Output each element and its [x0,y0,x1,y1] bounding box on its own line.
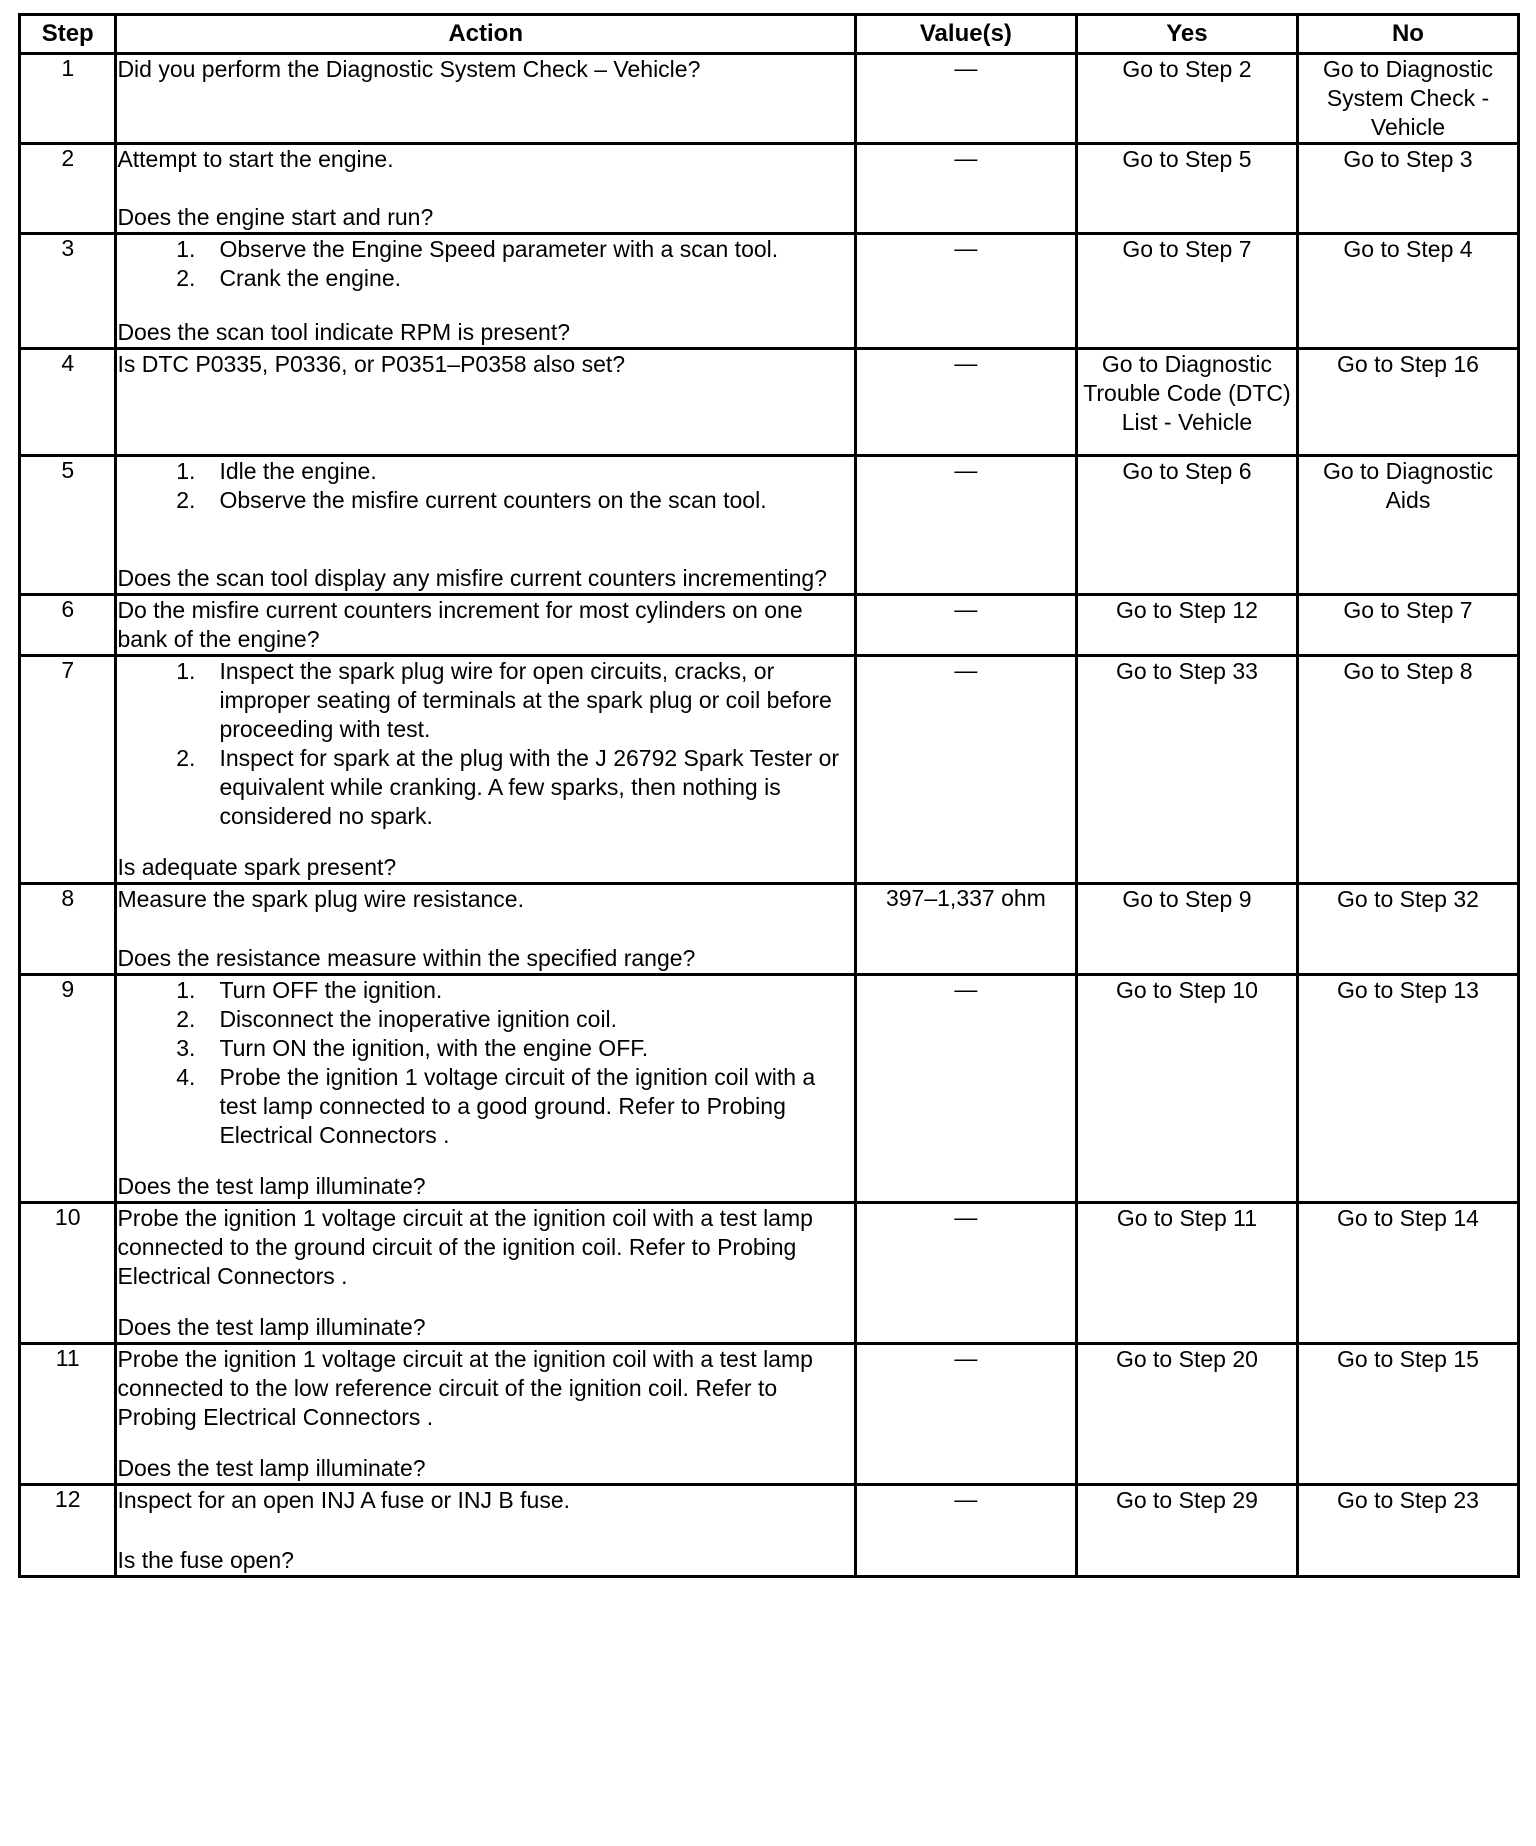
list-item [117,1063,853,1150]
list-item [117,1034,853,1063]
table-row [20,144,1519,234]
yes-cell: Go to Step 6 [1076,456,1297,595]
action-text: Attempt to start the engine. [117,146,394,172]
step-number: 11 [20,1344,116,1485]
action-cell [116,456,855,595]
action-question: Is adequate spark present? [117,854,397,880]
list-item [117,235,853,264]
action-content [117,457,853,593]
action-text: Is DTC P0335, P0336, or P0351–P0358 also set? [117,351,626,377]
no-cell: Go to Step 8 [1297,656,1518,884]
action-content [117,55,853,142]
list-number: 3. [176,1035,196,1061]
list-text: Observe the misfire current counters on the scan tool. [219,487,767,513]
list-text: Disconnect the inoperative ignition coil. [219,1006,618,1032]
action-content [117,1486,853,1575]
action-instructions [117,145,853,174]
action-content [117,235,853,347]
list-number: 1. [176,458,196,484]
list-text: Idle the engine. [219,458,377,484]
no-cell: Go to Step 3 [1297,144,1518,234]
action-instructions [117,885,853,914]
no-cell: Go to Step 4 [1297,234,1518,349]
list-number: 2. [176,1006,196,1032]
list-item [117,976,853,1005]
step-number: 1 [20,54,116,144]
action-text: Do the misfire current counters increment for most cylinders on one bank of the engine? [117,597,803,652]
list-number: 1. [176,977,196,1003]
table-row [20,1344,1519,1485]
value-cell: — [855,234,1076,349]
action-content [117,657,853,882]
action-cell [116,1485,855,1577]
diagnostic-table [18,13,1520,1578]
action-text: Probe the ignition 1 voltage circuit at the ignition coil with a test lamp connected to the ground circuit of the ignition coil. Refer to Probing Electrical Connectors . [117,1205,813,1289]
value-cell: — [855,144,1076,234]
step-number: 4 [20,349,116,456]
action-instructions [117,1204,853,1291]
table-row [20,884,1519,975]
action-instructions [117,596,853,654]
header-values: Value(s) [855,15,1076,54]
yes-cell: Go to Step 29 [1076,1485,1297,1577]
table-row [20,1203,1519,1344]
action-cell [116,144,855,234]
action-question: Does the test lamp illuminate? [117,1314,426,1340]
step-number: 3 [20,234,116,349]
action-instructions [117,976,853,1150]
step-number: 12 [20,1485,116,1577]
action-cell [116,975,855,1203]
action-list [117,457,853,515]
action-question: Does the test lamp illuminate? [117,1173,426,1199]
yes-cell: Go to Step 7 [1076,234,1297,349]
table-row [20,975,1519,1203]
action-question: Does the scan tool display any misfire current counters incrementing? [117,565,827,591]
step-number: 10 [20,1203,116,1344]
list-item [117,264,853,293]
action-content [117,976,853,1201]
list-text: Turn ON the ignition, with the engine OFF. [219,1035,649,1061]
list-number: 2. [176,745,196,771]
list-text: Observe the Engine Speed parameter with a scan tool. [219,236,779,262]
step-number: 9 [20,975,116,1203]
yes-cell: Go to Step 2 [1076,54,1297,144]
action-cell [116,349,855,456]
list-number: 1. [176,236,196,262]
action-question: Does the test lamp illuminate? [117,1455,426,1481]
action-list [117,976,853,1150]
no-cell: Go to Step 13 [1297,975,1518,1203]
action-list [117,657,853,831]
no-cell: Go to Step 23 [1297,1485,1518,1577]
header-yes: Yes [1076,15,1297,54]
action-instructions [117,1486,853,1515]
action-list [117,235,853,293]
value-cell: — [855,595,1076,656]
table-row [20,456,1519,595]
value-cell: — [855,456,1076,595]
list-item [117,457,853,486]
value-cell: — [855,349,1076,456]
yes-cell: Go to Step 20 [1076,1344,1297,1485]
action-cell [116,595,855,656]
action-instructions [117,350,853,379]
action-content [117,885,853,973]
action-instructions [117,55,853,84]
action-question: Is the fuse open? [117,1547,294,1573]
list-item [117,657,853,744]
action-text: Did you perform the Diagnostic System Check – Vehicle? [117,56,701,82]
table-row [20,54,1519,144]
header-row [20,15,1519,54]
value-cell: — [855,1344,1076,1485]
action-instructions [117,235,853,293]
value-cell: — [855,975,1076,1203]
list-number: 2. [176,265,196,291]
action-text: Measure the spark plug wire resistance. [117,886,524,912]
value-cell: — [855,54,1076,144]
yes-cell: Go to Step 11 [1076,1203,1297,1344]
list-text: Inspect for spark at the plug with the J 26792 Spark Tester or equivalent while cranking. A few sparks, then nothing is considered no spark. [219,745,840,829]
table-row [20,234,1519,349]
table-row [20,1485,1519,1577]
table-row [20,349,1519,456]
no-cell: Go to Step 7 [1297,595,1518,656]
yes-cell: Go to Step 10 [1076,975,1297,1203]
action-cell [116,884,855,975]
step-number: 8 [20,884,116,975]
list-item [117,744,853,831]
no-cell: Go to Step 14 [1297,1203,1518,1344]
action-content [117,145,853,232]
action-instructions [117,657,853,831]
action-cell [116,656,855,884]
table-row [20,595,1519,656]
action-content [117,350,853,454]
list-text: Turn OFF the ignition. [219,977,443,1003]
action-cell [116,234,855,349]
list-text: Crank the engine. [219,265,402,291]
list-item [117,486,853,515]
step-number: 6 [20,595,116,656]
action-content [117,1204,853,1342]
no-cell: Go to Step 32 [1297,884,1518,975]
yes-cell: Go to Diagnostic Trouble Code (DTC) List - Vehicle [1076,349,1297,456]
no-cell: Go to Step 15 [1297,1344,1518,1485]
no-cell: Go to Diagnostic System Check - Vehicle [1297,54,1518,144]
value-cell: 397–1,337 ohm [855,884,1076,975]
yes-cell: Go to Step 9 [1076,884,1297,975]
list-number: 4. [176,1064,196,1090]
action-instructions [117,457,853,515]
action-text: Probe the ignition 1 voltage circuit at the ignition coil with a test lamp connected to the low reference circuit of the ignition coil. Refer to Probing Electrical Connectors . [117,1346,813,1430]
action-content [117,596,853,654]
action-content [117,1345,853,1483]
yes-cell: Go to Step 33 [1076,656,1297,884]
action-cell [116,54,855,144]
list-number: 2. [176,487,196,513]
yes-cell: Go to Step 5 [1076,144,1297,234]
list-text: Probe the ignition 1 voltage circuit of the ignition coil with a test lamp connected to a good ground. Refer to Probing Electrical Connectors . [219,1064,816,1148]
action-question: Does the engine start and run? [117,204,434,230]
table-row [20,656,1519,884]
action-text: Inspect for an open INJ A fuse or INJ B fuse. [117,1487,571,1513]
step-number: 7 [20,656,116,884]
value-cell: — [855,1485,1076,1577]
action-instructions [117,1345,853,1432]
header-no: No [1297,15,1518,54]
list-number: 1. [176,658,196,684]
step-number: 5 [20,456,116,595]
value-cell: — [855,656,1076,884]
no-cell: Go to Step 16 [1297,349,1518,456]
header-step: Step [20,15,116,54]
header-action: Action [116,15,855,54]
value-cell: — [855,1203,1076,1344]
no-cell: Go to Diagnostic Aids [1297,456,1518,595]
step-number: 2 [20,144,116,234]
list-text: Inspect the spark plug wire for open circuits, cracks, or improper seating of terminals at the spark plug or coil before proceeding with test. [219,658,832,742]
list-item [117,1005,853,1034]
yes-cell: Go to Step 12 [1076,595,1297,656]
action-question: Does the resistance measure within the specified range? [117,945,696,971]
action-cell [116,1203,855,1344]
action-question: Does the scan tool indicate RPM is present? [117,319,571,345]
action-cell [116,1344,855,1485]
